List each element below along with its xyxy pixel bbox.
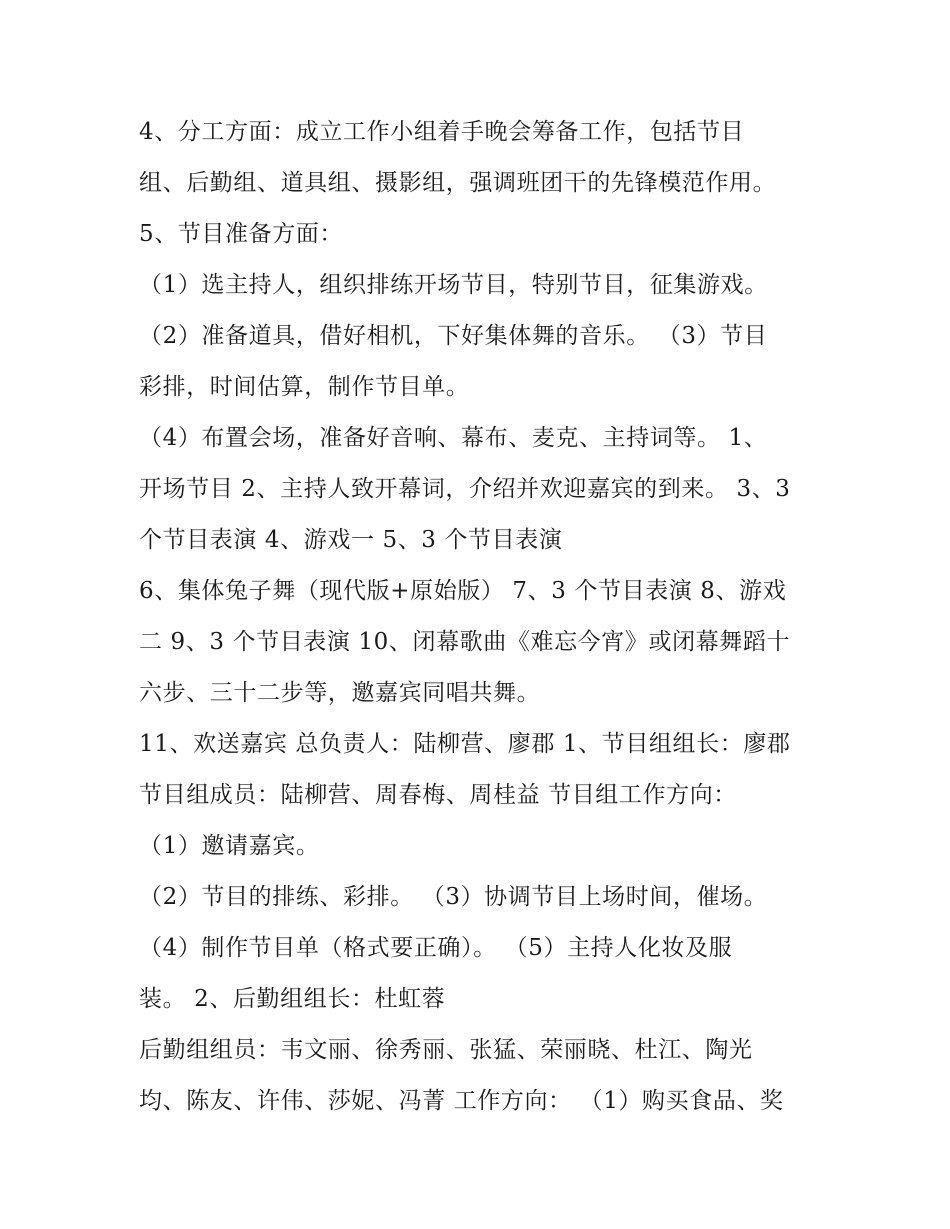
- text-line: 6、集体兔子舞（现代版+原始版） 7、3 个节目表演 8、游戏: [139, 578, 787, 604]
- text-line: 5、节目准备方面：: [139, 221, 344, 247]
- text-line: （2）准备道具，借好相机，下好集体舞的音乐。 （3）节目: [139, 323, 768, 349]
- text-line: （1）选主持人，组织排练开场节目，特别节目，征集游戏。: [139, 272, 768, 298]
- document-body: [139, 107, 829, 1127]
- text-line: （2）节目的排练、彩排。 （3）协调节目上场时间，催场。: [139, 884, 768, 910]
- text-line: 开场节目 2、主持人致开幕词，介绍并欢迎嘉宾的到来。 3、3: [139, 476, 791, 502]
- text-line: 彩排，时间估算，制作节目单。: [139, 374, 470, 400]
- text-line: 个节目表演 4、游戏一 5、3 个节目表演: [139, 527, 563, 553]
- text-line: 11、欢送嘉宾 总负责人：陆柳营、廖郡 1、节目组组长：廖郡: [139, 731, 791, 757]
- text-line: （1）邀请嘉宾。: [139, 833, 320, 859]
- text-line: 六步、三十二步等，邀嘉宾同唱共舞。: [139, 680, 541, 706]
- text-line: 节目组成员：陆柳营、周春梅、周桂益 节目组工作方向：: [139, 782, 737, 808]
- text-line: 后勤组组员：韦文丽、徐秀丽、张猛、荣丽晓、杜江、陶光: [139, 1037, 753, 1063]
- text-line: 二 9、3 个节目表演 10、闭幕歌曲《难忘今宵》或闭幕舞蹈十: [139, 629, 791, 655]
- text-line: 装。 2、后勤组组长：杜虹蓉: [139, 986, 446, 1012]
- text-line: 组、后勤组、道具组、摄影组，强调班团干的先锋模范作用。: [139, 170, 777, 196]
- text-line: （4）布置会场，准备好音响、幕布、麦克、主持词等。 1、: [139, 425, 768, 451]
- text-line: 均、陈友、许伟、莎妮、冯菁 工作方向： （1）购买食品、奖: [139, 1088, 784, 1114]
- text-line: 4、分工方面：成立工作小组着手晚会筹备工作，包括节目: [139, 119, 745, 145]
- text-line: （4）制作节目单（格式要正确）。 （5）主持人化妆及服: [139, 935, 733, 961]
